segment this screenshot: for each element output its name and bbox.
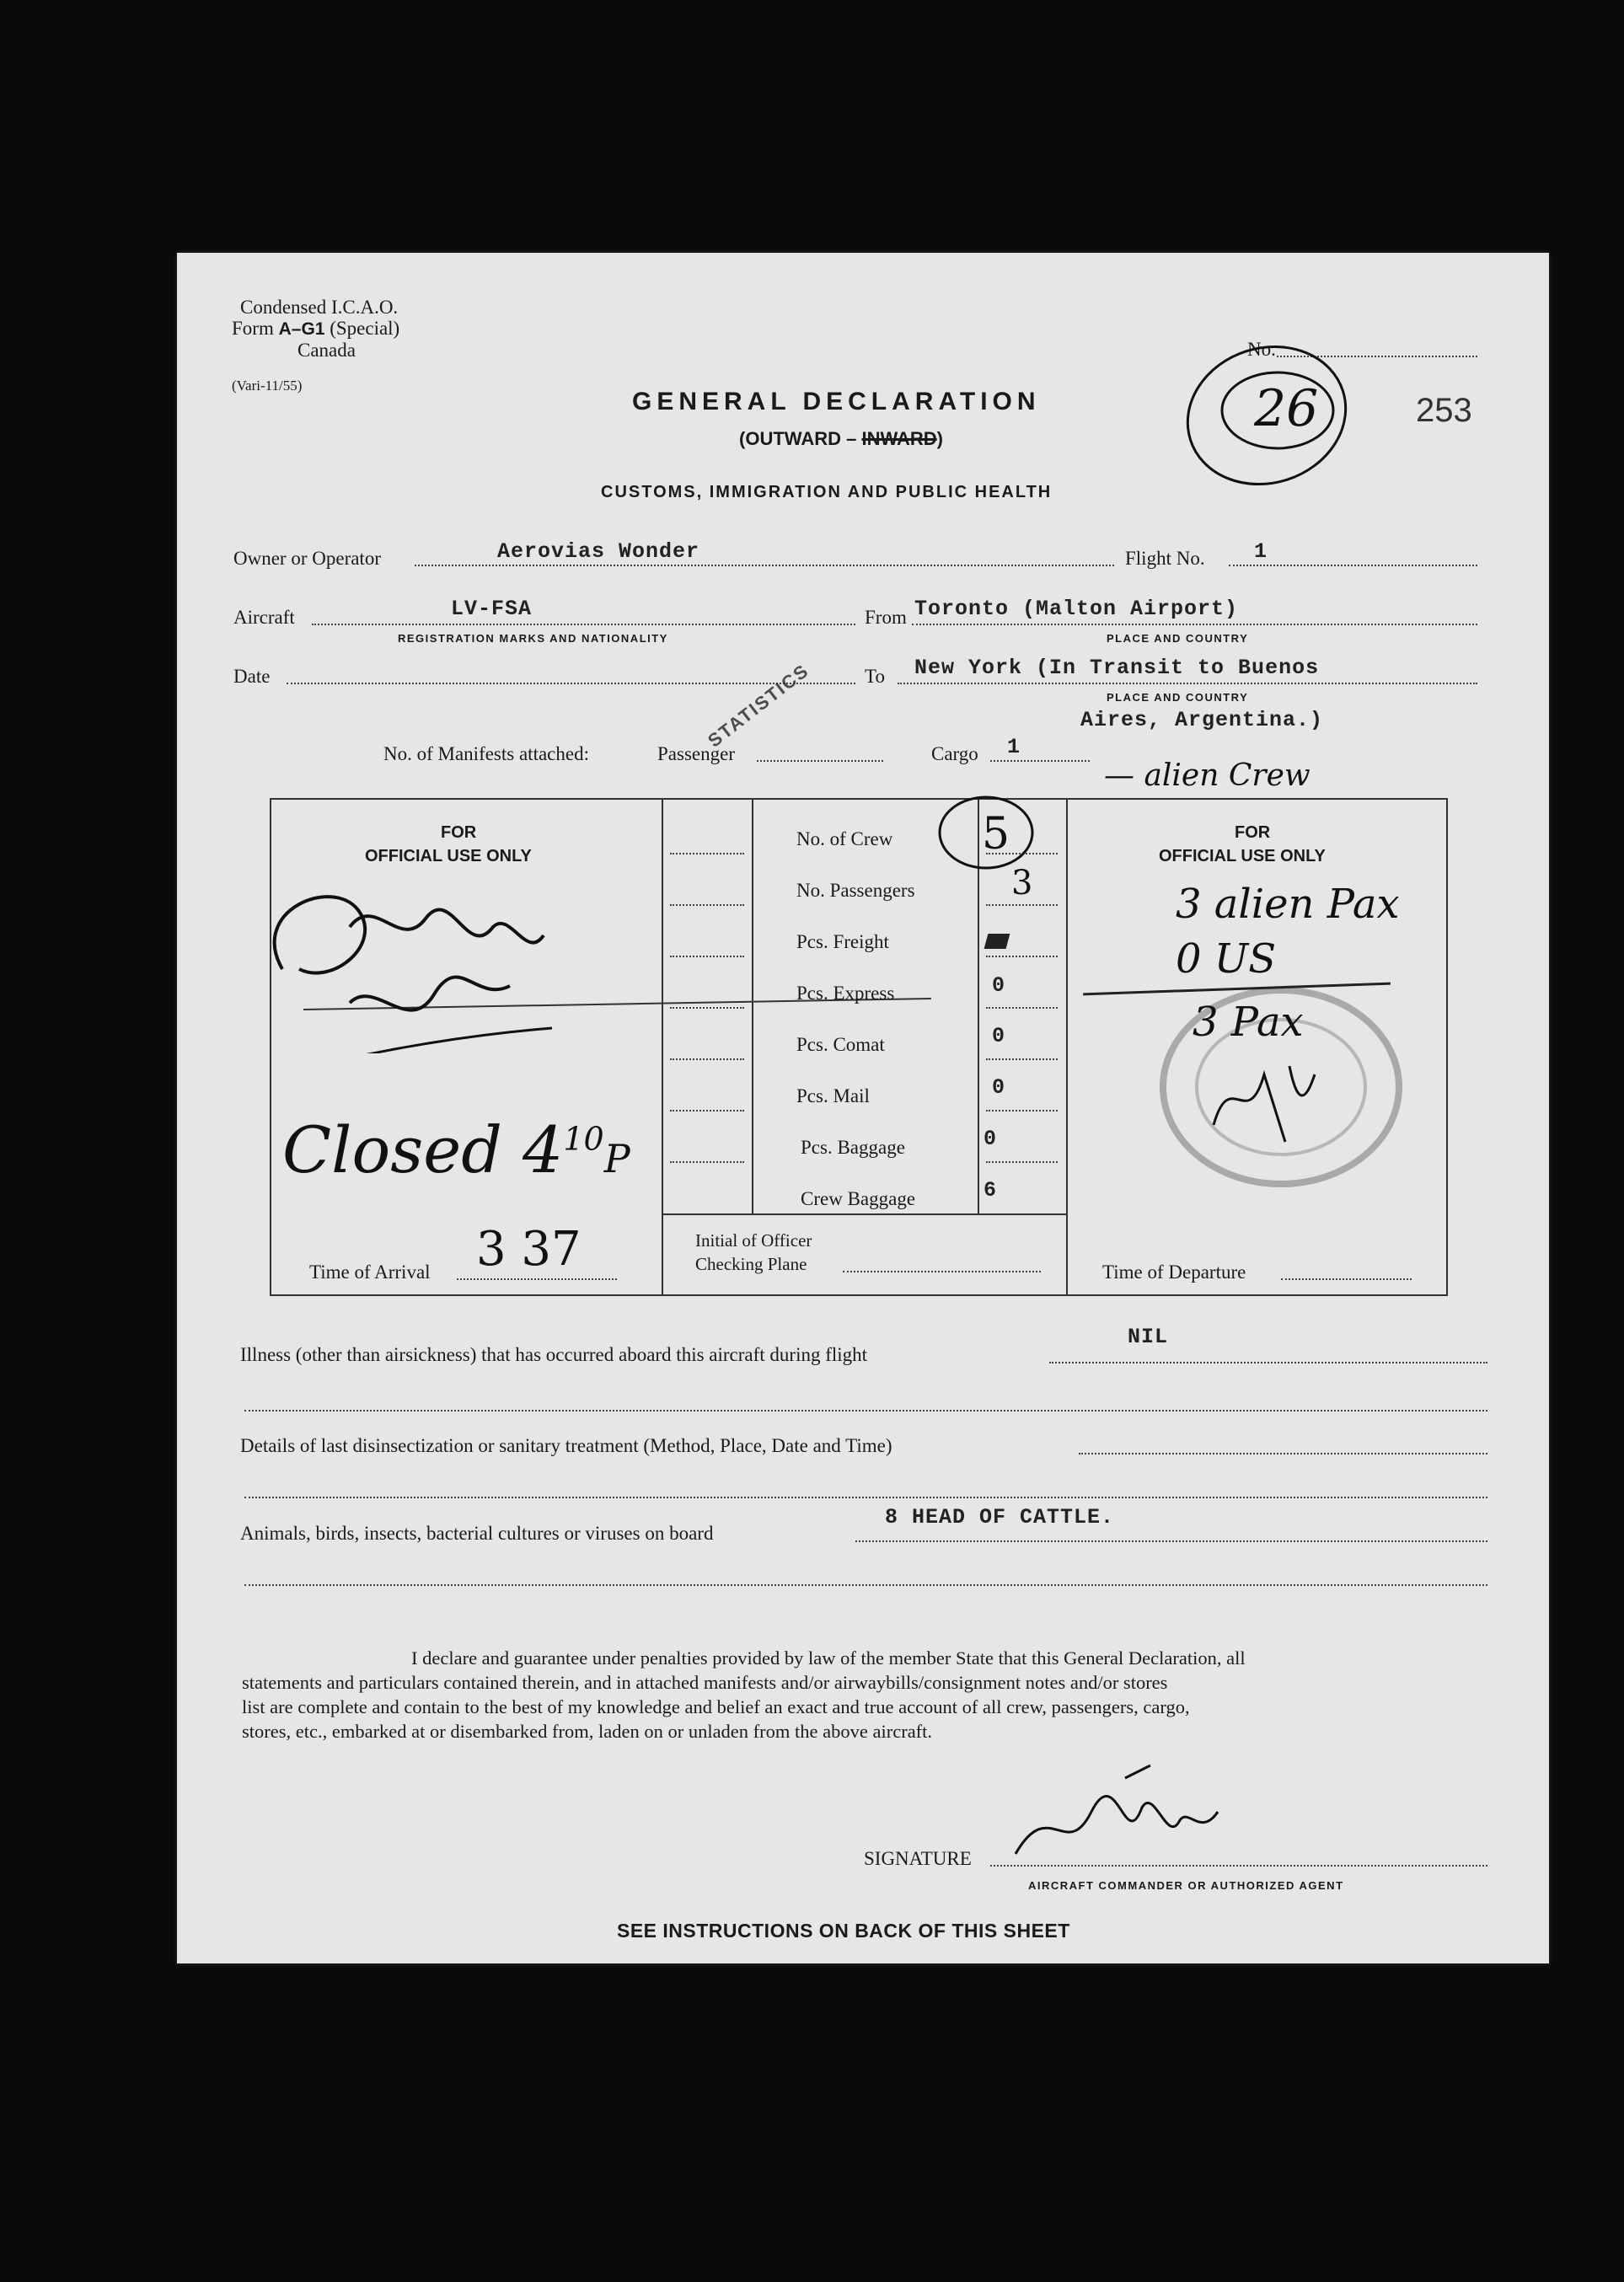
- right-handwritten-2: 0 US: [1176, 935, 1277, 983]
- row-dot-5: [670, 1110, 744, 1112]
- form-line-3: Canada: [297, 340, 356, 361]
- cargo-dotline: [990, 760, 1090, 762]
- row-label-comat: Pcs. Comat: [796, 1034, 885, 1055]
- title-main: GENERAL DECLARATION: [632, 388, 1041, 415]
- row-dot-2: [670, 956, 744, 957]
- illness-dotline: [1049, 1362, 1487, 1363]
- to-label: To: [865, 666, 885, 687]
- row-label-mail: Pcs. Mail: [796, 1085, 870, 1106]
- row-valdot-1: [986, 904, 1058, 906]
- to-dotline: [898, 683, 1477, 684]
- animals-label: Animals, birds, insects, bacterial cultures or viruses on board: [240, 1523, 714, 1544]
- initial-officer-label-1: Initial of Officer: [695, 1230, 812, 1251]
- signature-caption: AIRCRAFT COMMANDER OR AUTHORIZED AGENT: [1028, 1879, 1344, 1892]
- declaration-line-1: I declare and guarantee under penalties provided by law of the member State that this General Declaration, all: [411, 1647, 1246, 1669]
- commander-signature: [999, 1761, 1251, 1871]
- animals-value[interactable]: 8 HEAD OF CATTLE.: [885, 1505, 1115, 1529]
- signature-label: SIGNATURE: [864, 1848, 972, 1869]
- row-value-express[interactable]: 0: [992, 973, 1006, 998]
- row-dot-6: [670, 1161, 744, 1163]
- declaration-line-3: list are complete and contain to the best of my knowledge and belief an exact and true account of all crew, passengers, cargo,: [242, 1696, 1190, 1717]
- to-caption: PLACE AND COUNTRY: [1107, 691, 1249, 704]
- row-dot-3: [670, 1007, 744, 1009]
- row-valdot-4: [986, 1058, 1058, 1060]
- table-divider-right: [1066, 798, 1068, 1296]
- no-alt: 253: [1416, 392, 1472, 429]
- right-handwritten-3: 3 Pax: [1193, 999, 1304, 1046]
- from-dotline: [912, 624, 1477, 625]
- row-valdot-6: [986, 1161, 1058, 1163]
- row-label-baggage: Pcs. Baggage: [801, 1137, 905, 1158]
- form-line-2: Form A–G1 (Special): [232, 318, 400, 339]
- row-dot-4: [670, 1058, 744, 1060]
- illness-label: Illness (other than airsickness) that has occurred aboard this aircraft during flight: [240, 1344, 868, 1365]
- to-value-line2[interactable]: Aires, Argentina.): [1080, 708, 1324, 732]
- table-divider-inner: [752, 798, 753, 1214]
- statistics-stamp: STATISTICS: [704, 659, 813, 752]
- passenger-label: Passenger: [657, 743, 735, 764]
- owner-value[interactable]: Aerovias Wonder: [497, 539, 700, 564]
- from-label: From: [865, 607, 907, 628]
- table-divider-left: [662, 798, 663, 1296]
- row-value-baggage[interactable]: 0: [984, 1127, 998, 1151]
- crew-circle-mark: [935, 792, 1037, 872]
- row-valdot-3: [986, 1007, 1058, 1009]
- row-valdot-5: [986, 1110, 1058, 1112]
- flight-value[interactable]: 1: [1254, 539, 1268, 564]
- instructions-footer: SEE INSTRUCTIONS ON BACK OF THIS SHEET: [617, 1920, 1070, 1942]
- freight-struck-mark: [984, 934, 1010, 949]
- row-label-freight: Pcs. Freight: [796, 931, 889, 952]
- row-dot-1: [670, 904, 744, 906]
- no-label: No.: [1247, 339, 1276, 360]
- time-arrival-dotline: [457, 1278, 617, 1280]
- aircraft-caption: REGISTRATION MARKS AND NATIONALITY: [398, 632, 668, 645]
- no-handwritten: 26: [1254, 379, 1319, 438]
- right-header-1: FOR: [1235, 823, 1271, 842]
- row-value-crew-baggage[interactable]: 6: [984, 1178, 998, 1203]
- row-label-crew-baggage: Crew Baggage: [801, 1188, 916, 1209]
- illness-dotline-2[interactable]: [244, 1410, 1487, 1412]
- declaration-sheet: [177, 253, 1549, 1963]
- row-label-passengers: No. Passengers: [796, 880, 915, 901]
- left-header-1: FOR: [441, 823, 477, 842]
- time-arrival-label: Time of Arrival: [309, 1262, 431, 1283]
- animals-dotline: [855, 1540, 1487, 1542]
- aircraft-dotline: [312, 624, 855, 625]
- passenger-dotline[interactable]: [757, 760, 883, 762]
- row-label-express: Pcs. Express: [796, 983, 895, 1004]
- aircraft-value[interactable]: LV-FSA: [451, 597, 533, 621]
- flight-dotline: [1229, 565, 1477, 566]
- owner-label: Owner or Operator: [233, 548, 381, 569]
- right-header-2: OFFICIAL USE ONLY: [1159, 847, 1326, 865]
- cargo-value[interactable]: 1: [1007, 735, 1021, 759]
- row-label-crew: No. of Crew: [796, 828, 893, 849]
- initial-officer-dotline[interactable]: [843, 1271, 1041, 1272]
- cargo-label: Cargo: [931, 743, 978, 764]
- row-value-comat[interactable]: 0: [992, 1024, 1006, 1048]
- table-divider-bottom: [662, 1213, 1066, 1215]
- form-version: (Vari-11/55): [232, 378, 303, 394]
- time-arrival-value[interactable]: 3 37: [476, 1222, 582, 1277]
- owner-dotline: [415, 565, 1114, 566]
- form-line-1: Condensed I.C.A.O.: [240, 297, 399, 318]
- initial-officer-label-2: Checking Plane: [695, 1254, 807, 1274]
- time-departure-label: Time of Departure: [1102, 1262, 1246, 1283]
- disinsect-dotline-2[interactable]: [244, 1497, 1487, 1498]
- time-departure-dotline[interactable]: [1281, 1278, 1412, 1280]
- flight-label: Flight No.: [1125, 548, 1205, 569]
- row-value-mail[interactable]: 0: [992, 1075, 1006, 1100]
- left-header-2: OFFICIAL USE ONLY: [365, 847, 532, 865]
- officer-initials-scribble: [232, 860, 603, 1053]
- row-valdot-2: [986, 956, 1058, 957]
- manifests-label: No. of Manifests attached:: [383, 743, 589, 764]
- title-subtitle: CUSTOMS, IMMIGRATION AND PUBLIC HEALTH: [601, 483, 1053, 501]
- row-dot-0: [670, 853, 744, 854]
- handwritten-crew-note: — alien Crew: [1104, 758, 1310, 793]
- declaration-line-4: stores, etc., embarked at or disembarked from, laden on or unladen from the above aircraft.: [242, 1721, 933, 1742]
- row-value-passengers[interactable]: 3: [1011, 864, 1033, 903]
- right-handwritten-1: 3 alien Pax: [1176, 881, 1400, 928]
- animals-dotline-2[interactable]: [244, 1584, 1487, 1586]
- to-value-line1[interactable]: New York (In Transit to Buenos: [914, 656, 1320, 680]
- disinsect-label: Details of last disinsectization or sanitary treatment (Method, Place, Date and Time): [240, 1435, 892, 1456]
- row-value-crew[interactable]: 5: [982, 809, 1010, 860]
- declaration-line-2: statements and particulars contained therein, and in attached manifests and/or airwaybills/consignment notes and/or stores: [242, 1672, 1168, 1693]
- disinsect-dotline[interactable]: [1079, 1453, 1487, 1454]
- date-label: Date: [233, 666, 271, 687]
- from-value[interactable]: Toronto (Malton Airport): [914, 597, 1239, 621]
- from-caption: PLACE AND COUNTRY: [1107, 632, 1249, 645]
- closed-time-handwritten: Closed $4^{10}P$: [282, 1112, 630, 1187]
- illness-value[interactable]: NIL: [1128, 1325, 1169, 1349]
- title-outward: (OUTWARD – INWARD): [739, 428, 943, 449]
- aircraft-label: Aircraft: [233, 607, 295, 628]
